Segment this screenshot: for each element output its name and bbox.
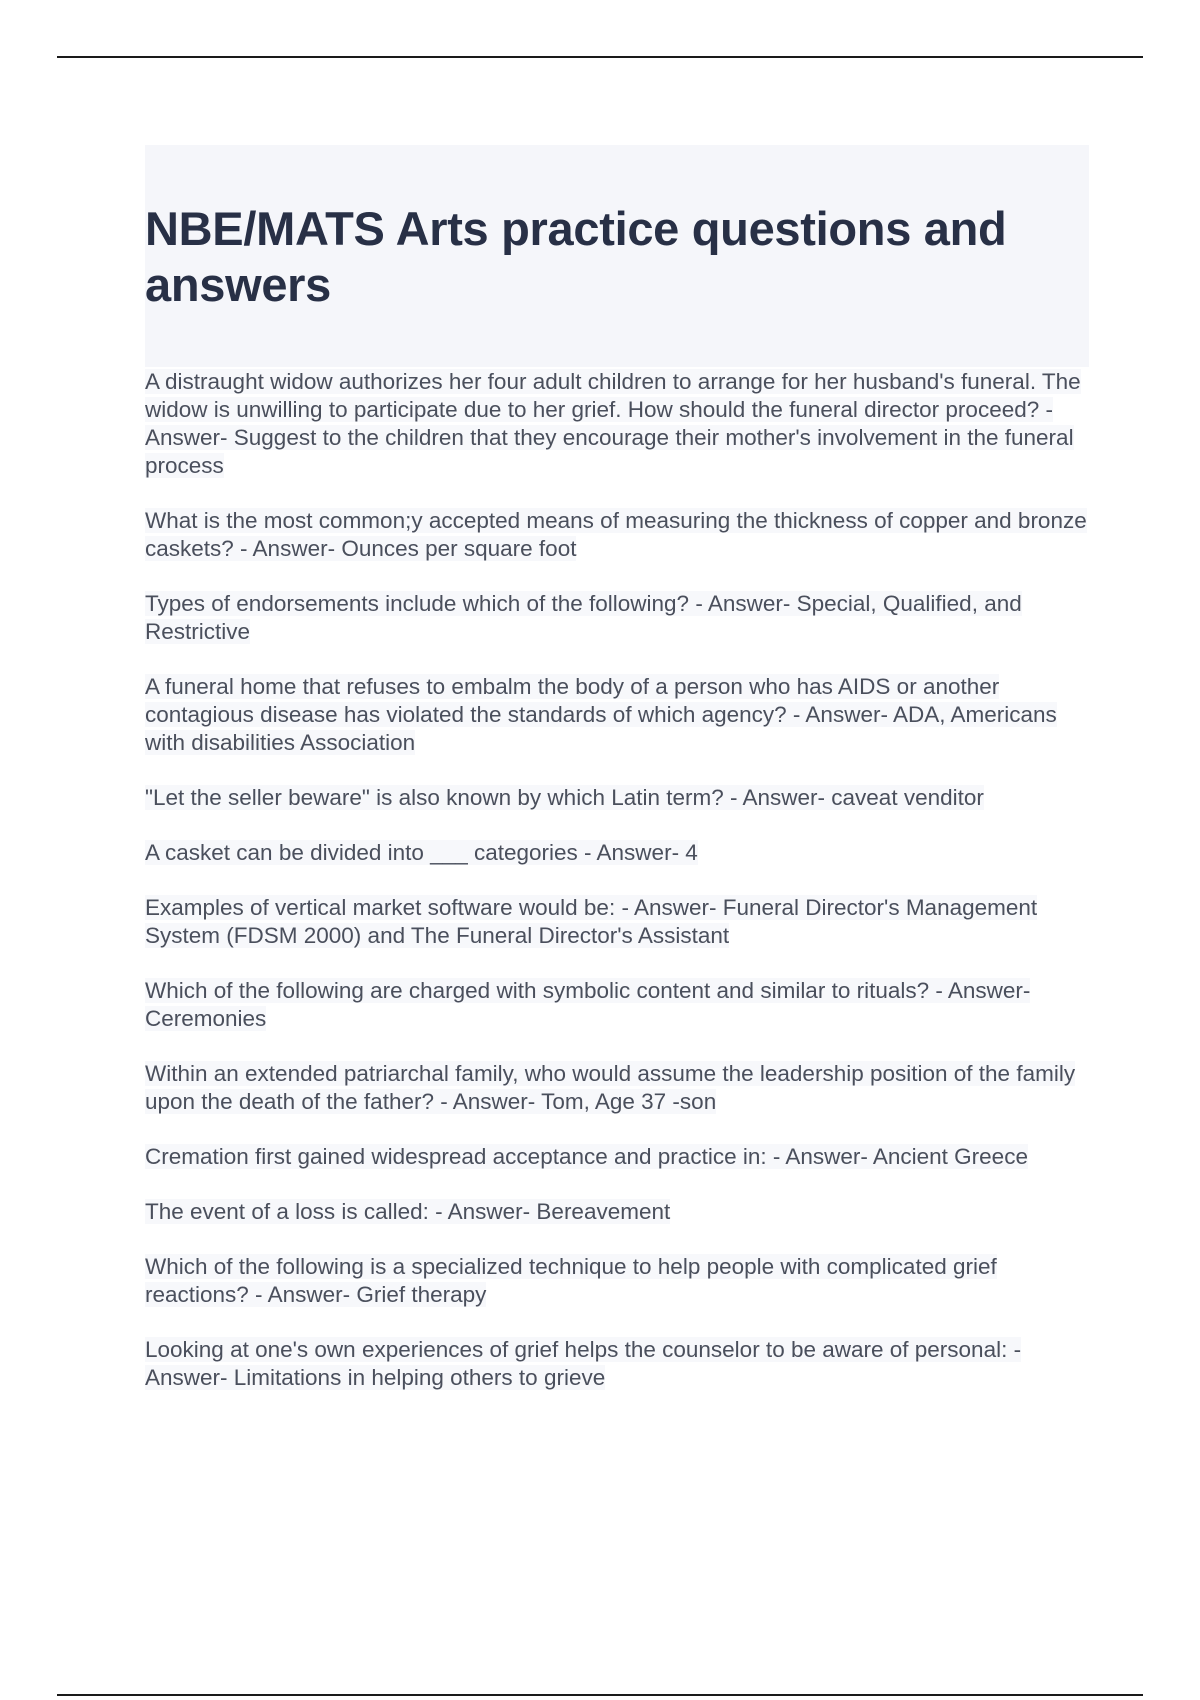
qa-text: What is the most common;y accepted means of measuring the thickness of copper and bronze caskets? - Answer- Ounces per square foot xyxy=(145,508,1087,561)
qa-text: "Let the seller beware" is also known by which Latin term? - Answer- caveat venditor xyxy=(145,785,984,810)
qa-item xyxy=(145,894,1089,950)
qa-text: A funeral home that refuses to embalm the body of a person who has AIDS or another contagious disease has violated the standards of which agency? - Answer- ADA, Americans with disabilities Association xyxy=(145,674,1057,755)
qa-item xyxy=(145,1253,1089,1309)
qa-text: A distraught widow authorizes her four adult children to arrange for her husband's funeral. The widow is unwilling to participate due to her grief. How should the funeral director proceed? - Answer- Suggest to the children that they encourage their mother's involvement in the funeral process xyxy=(145,369,1081,478)
qa-item xyxy=(145,368,1089,480)
qa-item xyxy=(145,1336,1089,1392)
title-block xyxy=(145,145,1089,367)
qa-text: Which of the following is a specialized technique to help people with complicated grief reactions? - Answer- Grief therapy xyxy=(145,1254,997,1307)
qa-text: Looking at one's own experiences of grief helps the counselor to be aware of personal: - Answer- Limitations in helping others to grieve xyxy=(145,1337,1022,1390)
qa-item xyxy=(145,507,1089,563)
qa-text: Which of the following are charged with symbolic content and similar to rituals? - Answer- Ceremonies xyxy=(145,978,1031,1031)
qa-list xyxy=(145,368,1089,1419)
qa-text: A casket can be divided into ___ categories - Answer- 4 xyxy=(145,840,698,865)
qa-item xyxy=(145,1198,1089,1226)
qa-text: The event of a loss is called: - Answer- Bereavement xyxy=(145,1199,671,1224)
document-title: NBE/MATS Arts practice questions and answers xyxy=(145,202,1007,311)
qa-text: Within an extended patriarchal family, who would assume the leadership position of the family upon the death of the father? - Answer- Tom, Age 37 -son xyxy=(145,1061,1076,1114)
qa-item xyxy=(145,673,1089,757)
qa-text: Cremation first gained widespread acceptance and practice in: - Answer- Ancient Greece xyxy=(145,1144,1028,1169)
qa-text: Examples of vertical market software would be: - Answer- Funeral Director's Management System (FDSM 2000) and The Funeral Director's Assistant xyxy=(145,895,1038,948)
qa-item xyxy=(145,784,1089,812)
qa-item xyxy=(145,839,1089,867)
top-rule xyxy=(57,56,1143,58)
qa-item xyxy=(145,590,1089,646)
qa-item xyxy=(145,977,1089,1033)
qa-item xyxy=(145,1143,1089,1171)
qa-text: Types of endorsements include which of the following? - Answer- Special, Qualified, and Restrictive xyxy=(145,591,1022,644)
bottom-rule xyxy=(57,1694,1143,1696)
qa-item xyxy=(145,1060,1089,1116)
